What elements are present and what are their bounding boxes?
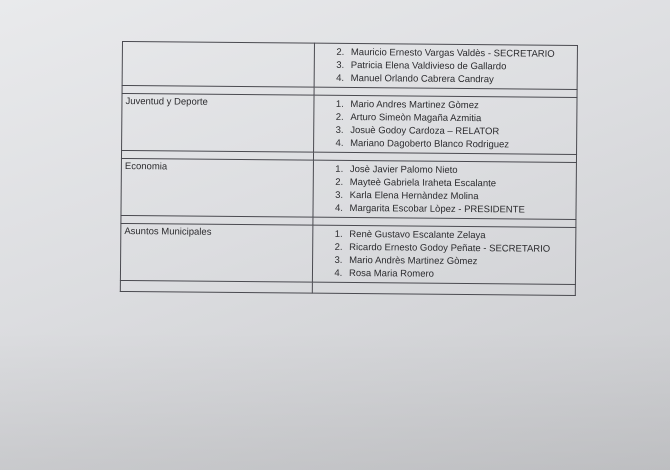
- committee-name: Economia: [124, 161, 168, 173]
- committee-name-cell: [120, 223, 312, 282]
- committee-name-cell: [121, 158, 313, 217]
- member-item: 4. Margarita Escobar Lòpez - PRESIDENTE: [345, 202, 575, 217]
- committee-row: [121, 158, 576, 219]
- members-cell: [314, 95, 577, 154]
- member-item: 1. Josè Javier Palomo Nieto: [346, 163, 576, 178]
- members-cell: [314, 43, 577, 89]
- member-item: 4. Mariano Dagoberto Blanco Rodriguez: [346, 137, 576, 152]
- member-list: [315, 44, 577, 89]
- member-item: 3. Josuè Godoy Cardoza – RELATOR: [346, 124, 576, 139]
- member-list: [314, 96, 576, 154]
- member-item: 4. Rosa Maria Romero: [345, 267, 575, 282]
- member-item: 1. Renè Gustavo Escalante Zelaya: [345, 228, 575, 243]
- member-item: 3. Mario Andrès Martinez Gòmez: [345, 254, 575, 269]
- member-item: 2. Mauricio Ernesto Vargas Valdès - SECRETARIO: [347, 46, 577, 61]
- paper-shadow: [0, 330, 670, 470]
- committee-name: [123, 42, 314, 46]
- committee-name-cell: [122, 94, 314, 153]
- members-cell: [312, 225, 575, 284]
- committee-name-cell: [122, 42, 314, 88]
- committee-row: [122, 94, 577, 155]
- member-item: 1. Mario Andres Martinez Gòmez: [346, 98, 576, 113]
- member-item: 3. Patricia Elena Valdivieso de Gallardo: [347, 59, 577, 74]
- member-item: 2. Ricardo Ernesto Godoy Peñate - SECRETARIO: [345, 241, 575, 256]
- committee-name: Asuntos Municipales: [124, 226, 212, 238]
- member-list: [313, 226, 575, 284]
- committee-table: [120, 41, 578, 296]
- member-list: [313, 161, 575, 219]
- member-item: 4. Manuel Orlando Cabrera Candray: [347, 72, 577, 87]
- committee-row: [120, 223, 575, 284]
- member-item: 3. Karla Elena Hernàndez Molina: [346, 189, 576, 204]
- committee-row: [122, 42, 577, 90]
- committee-name: Juventud y Deporte: [125, 96, 208, 108]
- members-cell: [313, 160, 576, 219]
- member-item: 2. Arturo Simeòn Magaña Azmitia: [346, 111, 576, 126]
- member-item: 2. Mayteè Gabriela Iraheta Escalante: [346, 176, 576, 191]
